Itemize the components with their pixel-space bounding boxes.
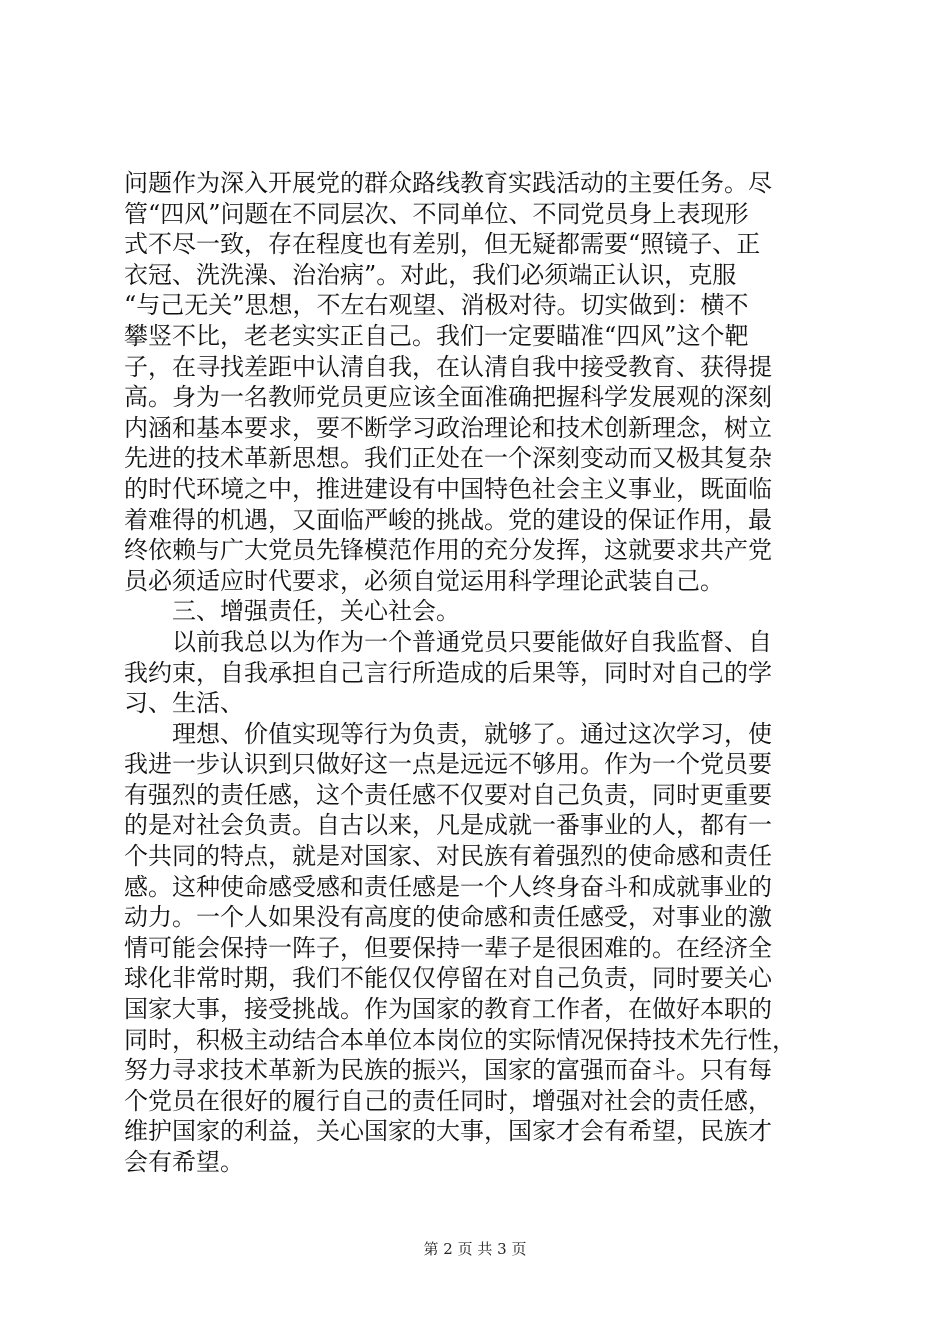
section-heading: 三、增强责任，关心社会。 — [124, 597, 460, 626]
text-line: 习、生活、 — [124, 689, 244, 718]
text-line: 理想、价值实现等行为负责，就够了。通过这次学习，使 — [124, 719, 772, 748]
text-line: 我约束，自我承担自己言行所造成的后果等，同时对自己的学 — [124, 658, 772, 687]
text-line: 着难得的机遇，又面临严峻的挑战。党的建设的保证作用，最 — [124, 505, 772, 534]
text-line: 我进一步认识到只做好这一点是远远不够用。作为一个党员要 — [124, 750, 772, 779]
text-line: 高。身为一名教师党员更应该全面准确把握科学发展观的深刻 — [124, 383, 772, 412]
text-line: 情可能会保持一阵子，但要保持一辈子是很困难的。在经济全 — [124, 933, 772, 962]
text-line: 个共同的特点，就是对国家、对民族有着强烈的使命感和责任 — [124, 842, 772, 871]
text-line: 内涵和基本要求，要不断学习政治理论和技术创新理念，树立 — [124, 413, 772, 442]
page-number-footer: 第 2 页 共 3 页 — [423, 1240, 527, 1258]
body-text — [124, 168, 844, 1178]
text-line: 国家大事，接受挑战。作为国家的教育工作者，在做好本职的 — [124, 995, 772, 1024]
text-line: 同时，积极主动结合本单位本岗位的实际情况保持技术先行性， — [124, 1025, 796, 1054]
text-line: 衣冠、洗洗澡、治治病”。对此，我们必须端正认识，克服 — [124, 260, 737, 289]
text-line: 维护国家的利益，关心国家的大事，国家才会有希望，民族才 — [124, 1117, 772, 1146]
text-line: 子，在寻找差距中认清自我，在认清自我中接受教育、获得提 — [124, 352, 772, 381]
text-line: 个党员在很好的履行自己的责任同时，增强对社会的责任感， — [124, 1086, 772, 1115]
text-line: 球化非常时期，我们不能仅仅停留在对自己负责，同时要关心 — [124, 964, 772, 993]
text-line: “与己无关”思想，不左右观望、消极对待。切实做到：横不 — [124, 291, 749, 320]
text-line: 动力。一个人如果没有高度的使命感和责任感受，对事业的激 — [124, 903, 772, 932]
text-line: 先进的技术革新思想。我们正处在一个深刻变动而又极其复杂 — [124, 444, 772, 473]
text-line: 终依赖与广大党员先锋模范作用的充分发挥，这就要求共产党 — [124, 536, 772, 565]
text-line: 式不尽一致，存在程度也有差别，但无疑都需要“照镜子、正 — [124, 230, 761, 259]
text-line: 的是对社会负责。自古以来，凡是成就一番事业的人，都有一 — [124, 811, 772, 840]
text-line: 努力寻求技术革新为民族的振兴，国家的富强而奋斗。只有每 — [124, 1056, 772, 1085]
text-line: 攀竖不比，老老实实正自己。我们一定要瞄准“四风”这个靶 — [124, 321, 749, 350]
text-line: 管“四风”问题在不同层次、不同单位、不同党员身上表现形 — [124, 199, 749, 228]
text-line: 问题作为深入开展党的群众路线教育实践活动的主要任务。尽 — [124, 169, 772, 197]
text-line: 会有希望。 — [124, 1148, 244, 1176]
text-line: 感。这种使命感受感和责任感是一个人终身奋斗和成就事业的 — [124, 872, 772, 901]
text-line: 以前我总以为作为一个普通党员只要能做好自我监督、自 — [124, 627, 772, 656]
text-line: 的时代环境之中，推进建设有中国特色社会主义事业，既面临 — [124, 474, 772, 503]
text-line: 员必须适应时代要求，必须自觉运用科学理论武装自己。 — [124, 566, 724, 595]
text-line: 有强烈的责任感，这个责任感不仅要对自己负责，同时更重要 — [124, 780, 772, 809]
